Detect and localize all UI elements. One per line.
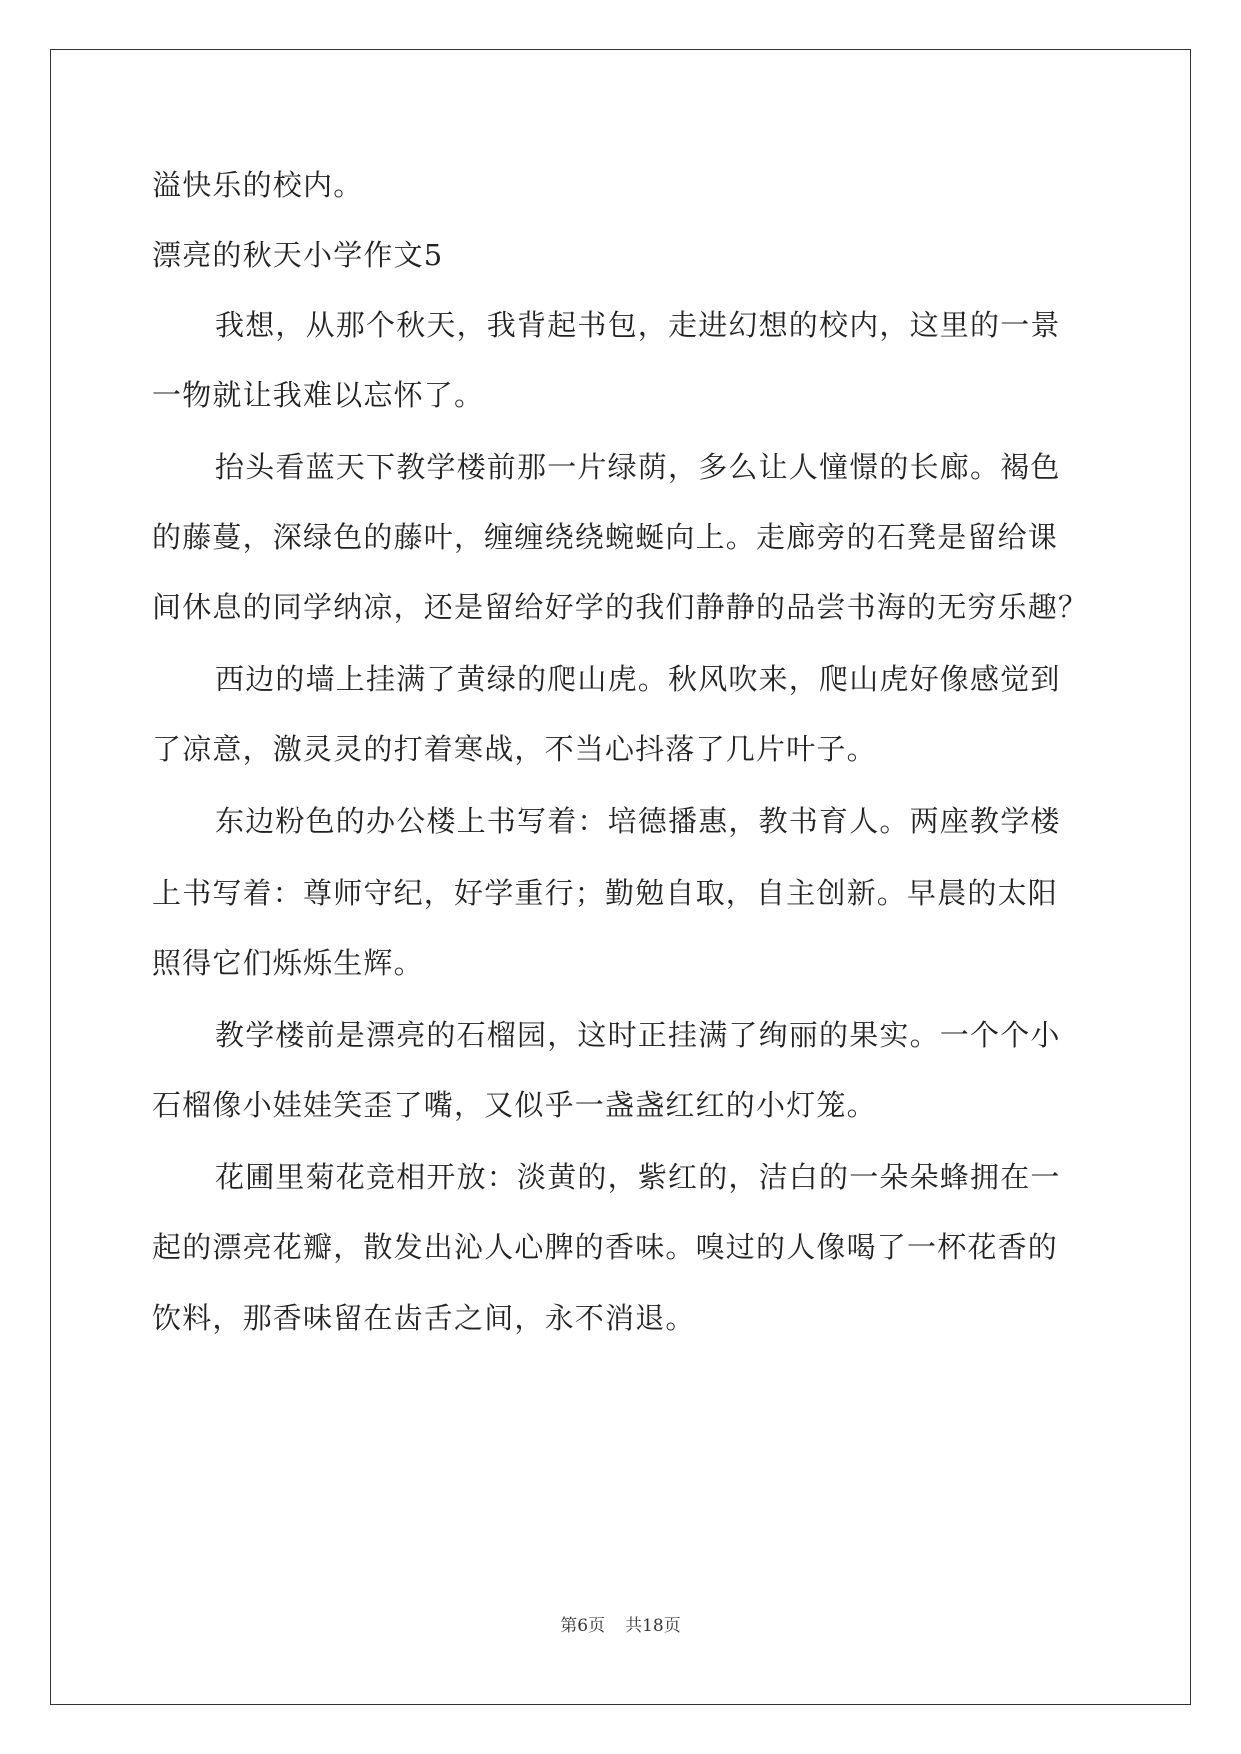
text-line: 的藤蔓，深绿色的藤叶，缠缠绕绕蜿蜒向上。走廊旁的石凳是留给课 [152,520,1059,554]
page-total: 共18页 [625,1616,681,1636]
text-line: 照得它们烁烁生辉。 [152,946,424,980]
text-line: 一物就让我难以忘怀了。 [152,378,485,412]
text-line: 花圃里菊花竞相开放：淡黄的，紫红的，洁白的一朵朵蜂拥在一 [215,1160,1061,1194]
text-line: 间休息的同学纳凉，还是留给好学的我们静静的品尝书海的无穷乐趣？ [152,590,1089,624]
text-line: 了凉意，激灵灵的打着寒战，不当心抖落了几片叶子。 [152,732,877,766]
text-line: 饮料，那香味留在齿舌之间，永不消退。 [152,1301,696,1335]
text-line: 东边粉色的办公楼上书写着：培德播惠，教书育人。两座教学楼 [215,804,1061,838]
text-line: 石榴像小娃娃笑歪了嘴，又似乎一盏盏红红的小灯笼。 [152,1088,877,1122]
text-line: 我想，从那个秋天，我背起书包，走进幻想的校内，这里的一景 [215,308,1061,342]
text-line: 西边的墙上挂满了黄绿的爬山虎。秋风吹来，爬山虎好像感觉到 [215,662,1061,696]
text-line: 起的漂亮花瓣，散发出沁人心脾的香味。嗅过的人像喝了一杯花香的 [152,1230,1059,1264]
text-line: 抬头看蓝天下教学楼前那一片绿荫，多么让人憧憬的长廊。褐色 [215,450,1061,484]
text-line: 上书写着：尊师守纪，好学重行；勤勉自取，自主创新。早晨的太阳 [152,876,1059,910]
text-line: 溢快乐的校内。 [152,168,364,202]
text-line: 教学楼前是漂亮的石榴园，这时正挂满了绚丽的果实。一个个小 [215,1018,1061,1052]
page-number: 第6页 [560,1616,606,1636]
page-footer [0,1614,1241,1638]
section-title: 漂亮的秋天小学作文5 [152,238,444,272]
